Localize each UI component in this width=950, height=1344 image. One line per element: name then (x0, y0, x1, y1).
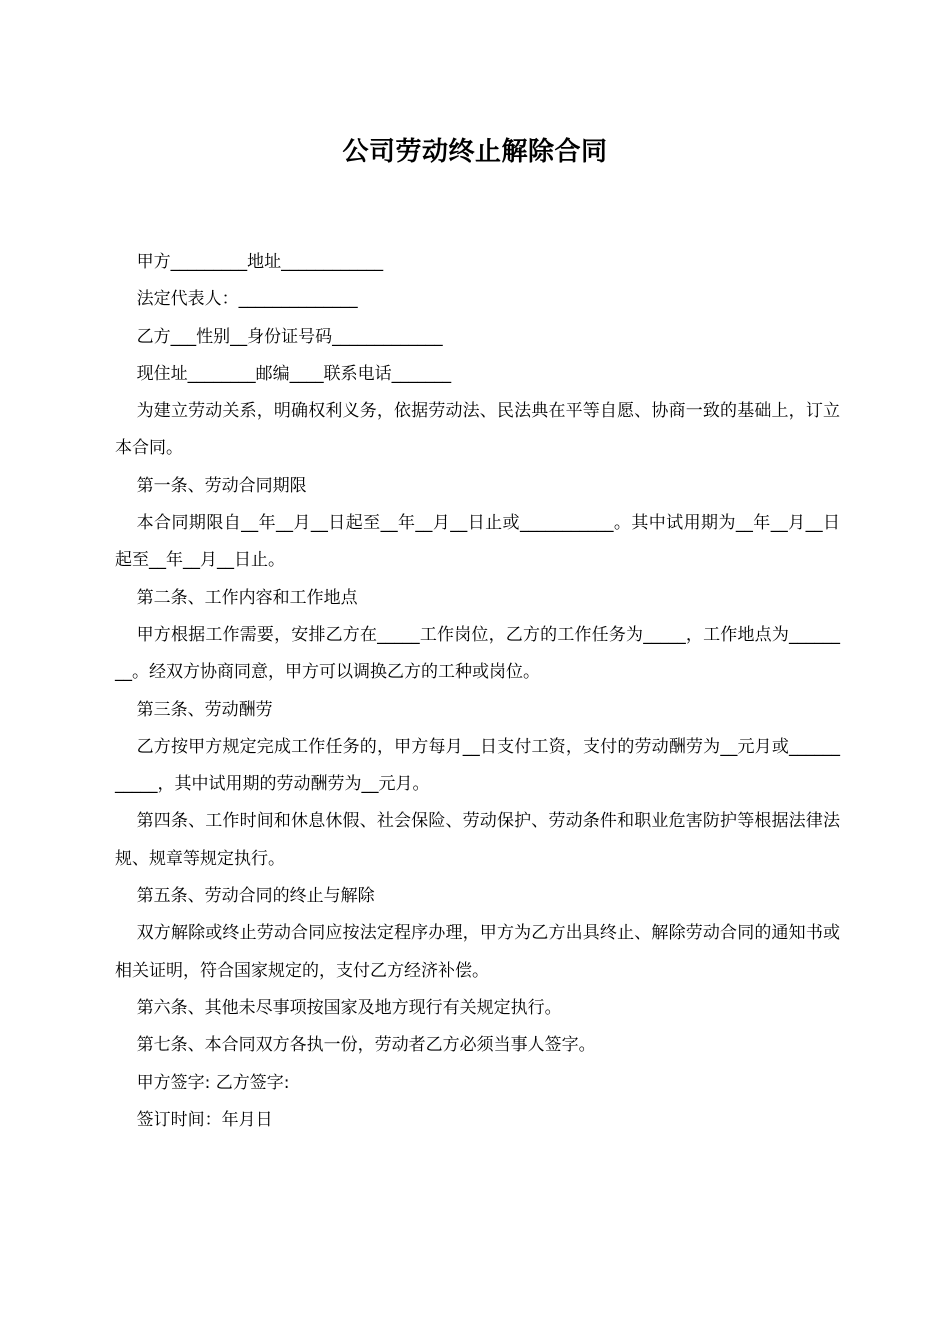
article-5-paragraph: 双方解除或终止劳动合同应按法定程序办理，甲方为乙方出具终止、解除劳动合同的通知书或相关证明，符合国家规定的，支付乙方经济补偿。 (115, 923, 840, 981)
document-body (115, 244, 840, 1139)
article-5-heading: 第五条、劳动合同的终止与解除 (136, 886, 375, 907)
article-3-paragraph: 乙方按甲方规定完成工作任务的，甲方每月__日支付工资，支付的劳动酬劳为__元月或___________，其中试用期的劳动酬劳为__元月。 (115, 736, 840, 795)
party-a-line: 甲方_________地址____________ (136, 252, 384, 272)
signature-line: 甲方签字: 乙方签字: (136, 1072, 290, 1093)
article-4-paragraph: 第四条、工作时间和休息休假、社会保险、劳动保护、劳动条件和职业危害防护等根据法律法规、规章等规定执行。 (115, 811, 840, 869)
article-3-heading: 第三条、劳动酬劳 (136, 699, 273, 720)
party-b-line: 乙方___性别__身份证号码_____________ (136, 326, 443, 347)
signing-date-line: 签订时间：年月日 (136, 1109, 273, 1130)
legal-representative-line: 法定代表人：______________ (136, 289, 358, 310)
article-7-paragraph: 第七条、本合同双方各执一份，劳动者乙方必须当事人签字。 (136, 1035, 596, 1056)
document-title: 公司劳动终止解除合同 (342, 137, 608, 167)
article-1-paragraph: 本合同期限自__年__月__日起至__年__月__日止或___________。其中试用期为__年__月__日起至__年__月__日止。 (115, 513, 840, 571)
article-1-heading: 第一条、劳动合同期限 (136, 475, 307, 496)
article-2-heading: 第二条、工作内容和工作地点 (136, 587, 358, 608)
preamble-paragraph: 为建立劳动关系，明确权利义务，依据劳动法、民法典在平等自愿、协商一致的基础上，订立本合同。 (115, 401, 840, 459)
article-6-paragraph: 第六条、其他未尽事项按国家及地方现行有关规定执行。 (136, 997, 562, 1018)
current-address-line: 现住址________邮编____联系电话_______ (136, 363, 452, 384)
article-2-paragraph: 甲方根据工作需要，安排乙方在_____工作岗位，乙方的工作任务为_____，工作地点为________。经双方协商同意，甲方可以调换乙方的工种或岗位。 (115, 624, 840, 683)
